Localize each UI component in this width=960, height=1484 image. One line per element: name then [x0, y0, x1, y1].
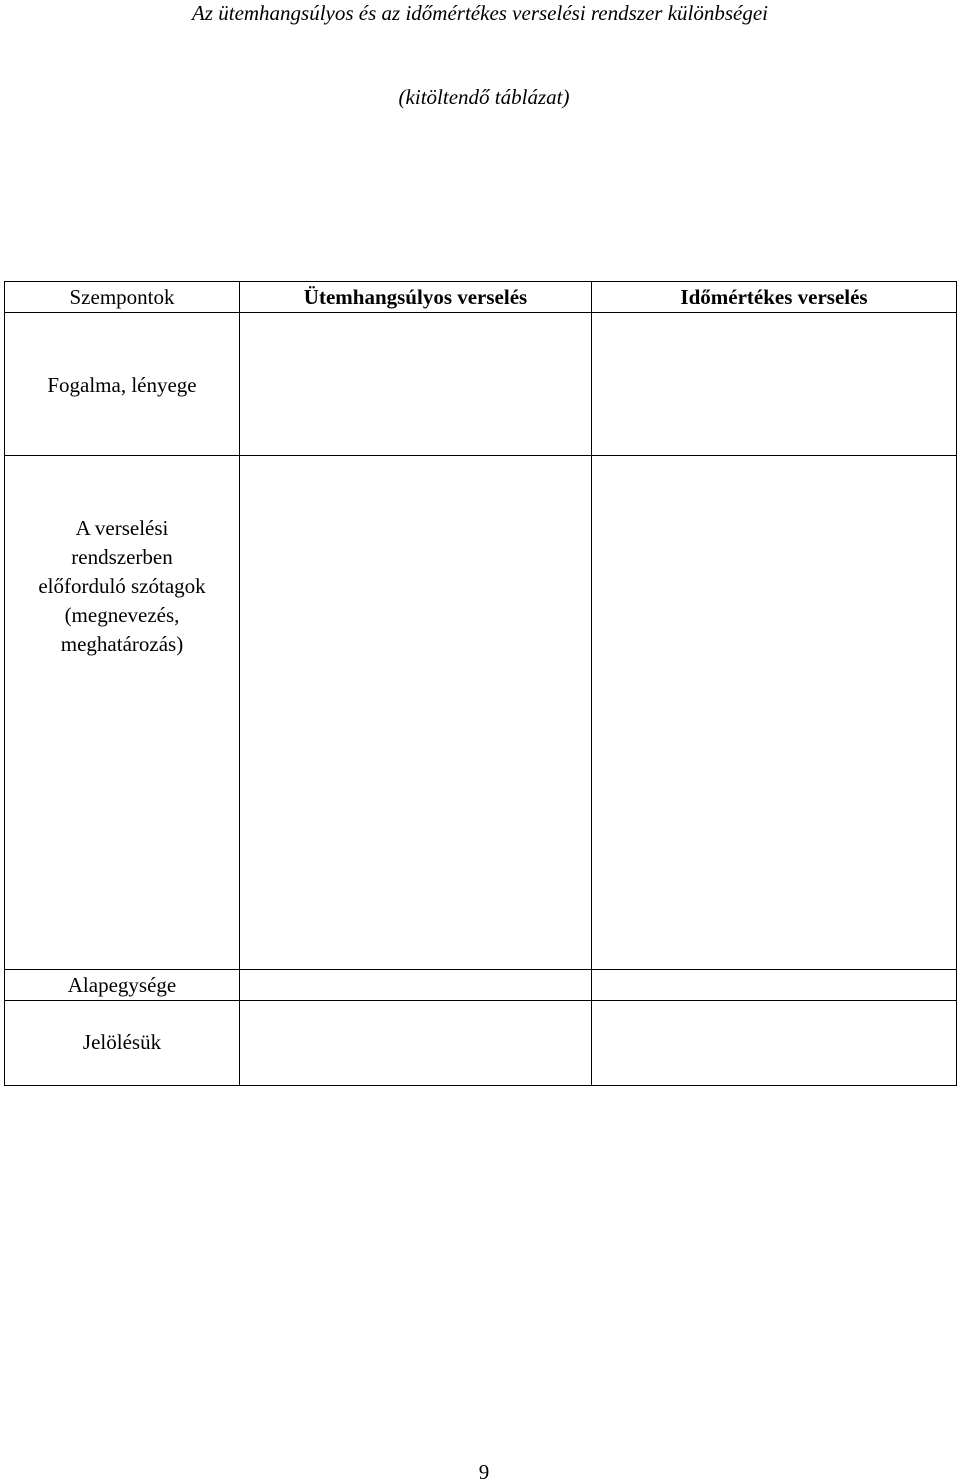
row-label-text: Fogalma, lényege: [47, 373, 197, 397]
row-label-notation: [5, 1001, 240, 1086]
fill-cell-accentual[interactable]: [240, 456, 592, 970]
row-label-line: A verselési: [75, 516, 169, 540]
row-label-syllables: [5, 456, 240, 970]
fill-cell-accentual[interactable]: [240, 970, 592, 1001]
page-number: 9: [478, 1460, 490, 1484]
row-label-line: előforduló szótagok: [38, 574, 206, 598]
row-label-text: [5, 456, 239, 659]
row-label-text: Jelölésük: [82, 1030, 162, 1054]
header-accentual-verse: Ütemhangsúlyos verselés: [240, 282, 592, 313]
row-label-line: meghatározás): [60, 632, 184, 656]
fill-cell-accentual[interactable]: [240, 313, 592, 456]
row-label-line: rendszerben: [71, 545, 173, 569]
fill-cell-quantitative[interactable]: [592, 456, 957, 970]
row-label-unit: Alapegysége: [5, 970, 240, 1001]
fill-cell-quantitative[interactable]: [592, 970, 957, 1001]
header-quantitative-verse: Időmértékes verselés: [592, 282, 957, 313]
document-title: Az ütemhangsúlyos és az időmértékes verselési rendszer különbségei: [191, 1, 769, 25]
document-subtitle: (kitöltendő táblázat): [398, 85, 570, 109]
header-criteria: Szempontok: [5, 282, 240, 313]
row-label-line: (megnevezés,: [64, 603, 180, 627]
row-label-concept: [5, 313, 240, 456]
fill-cell-accentual[interactable]: [240, 1001, 592, 1086]
table-row: [5, 970, 957, 1001]
fill-cell-quantitative[interactable]: [592, 1001, 957, 1086]
table-row: [5, 1001, 957, 1086]
comparison-table: [4, 281, 957, 1086]
fill-cell-quantitative[interactable]: [592, 313, 957, 456]
table-row: [5, 456, 957, 970]
table-header-row: [5, 282, 957, 313]
table-row: [5, 313, 957, 456]
